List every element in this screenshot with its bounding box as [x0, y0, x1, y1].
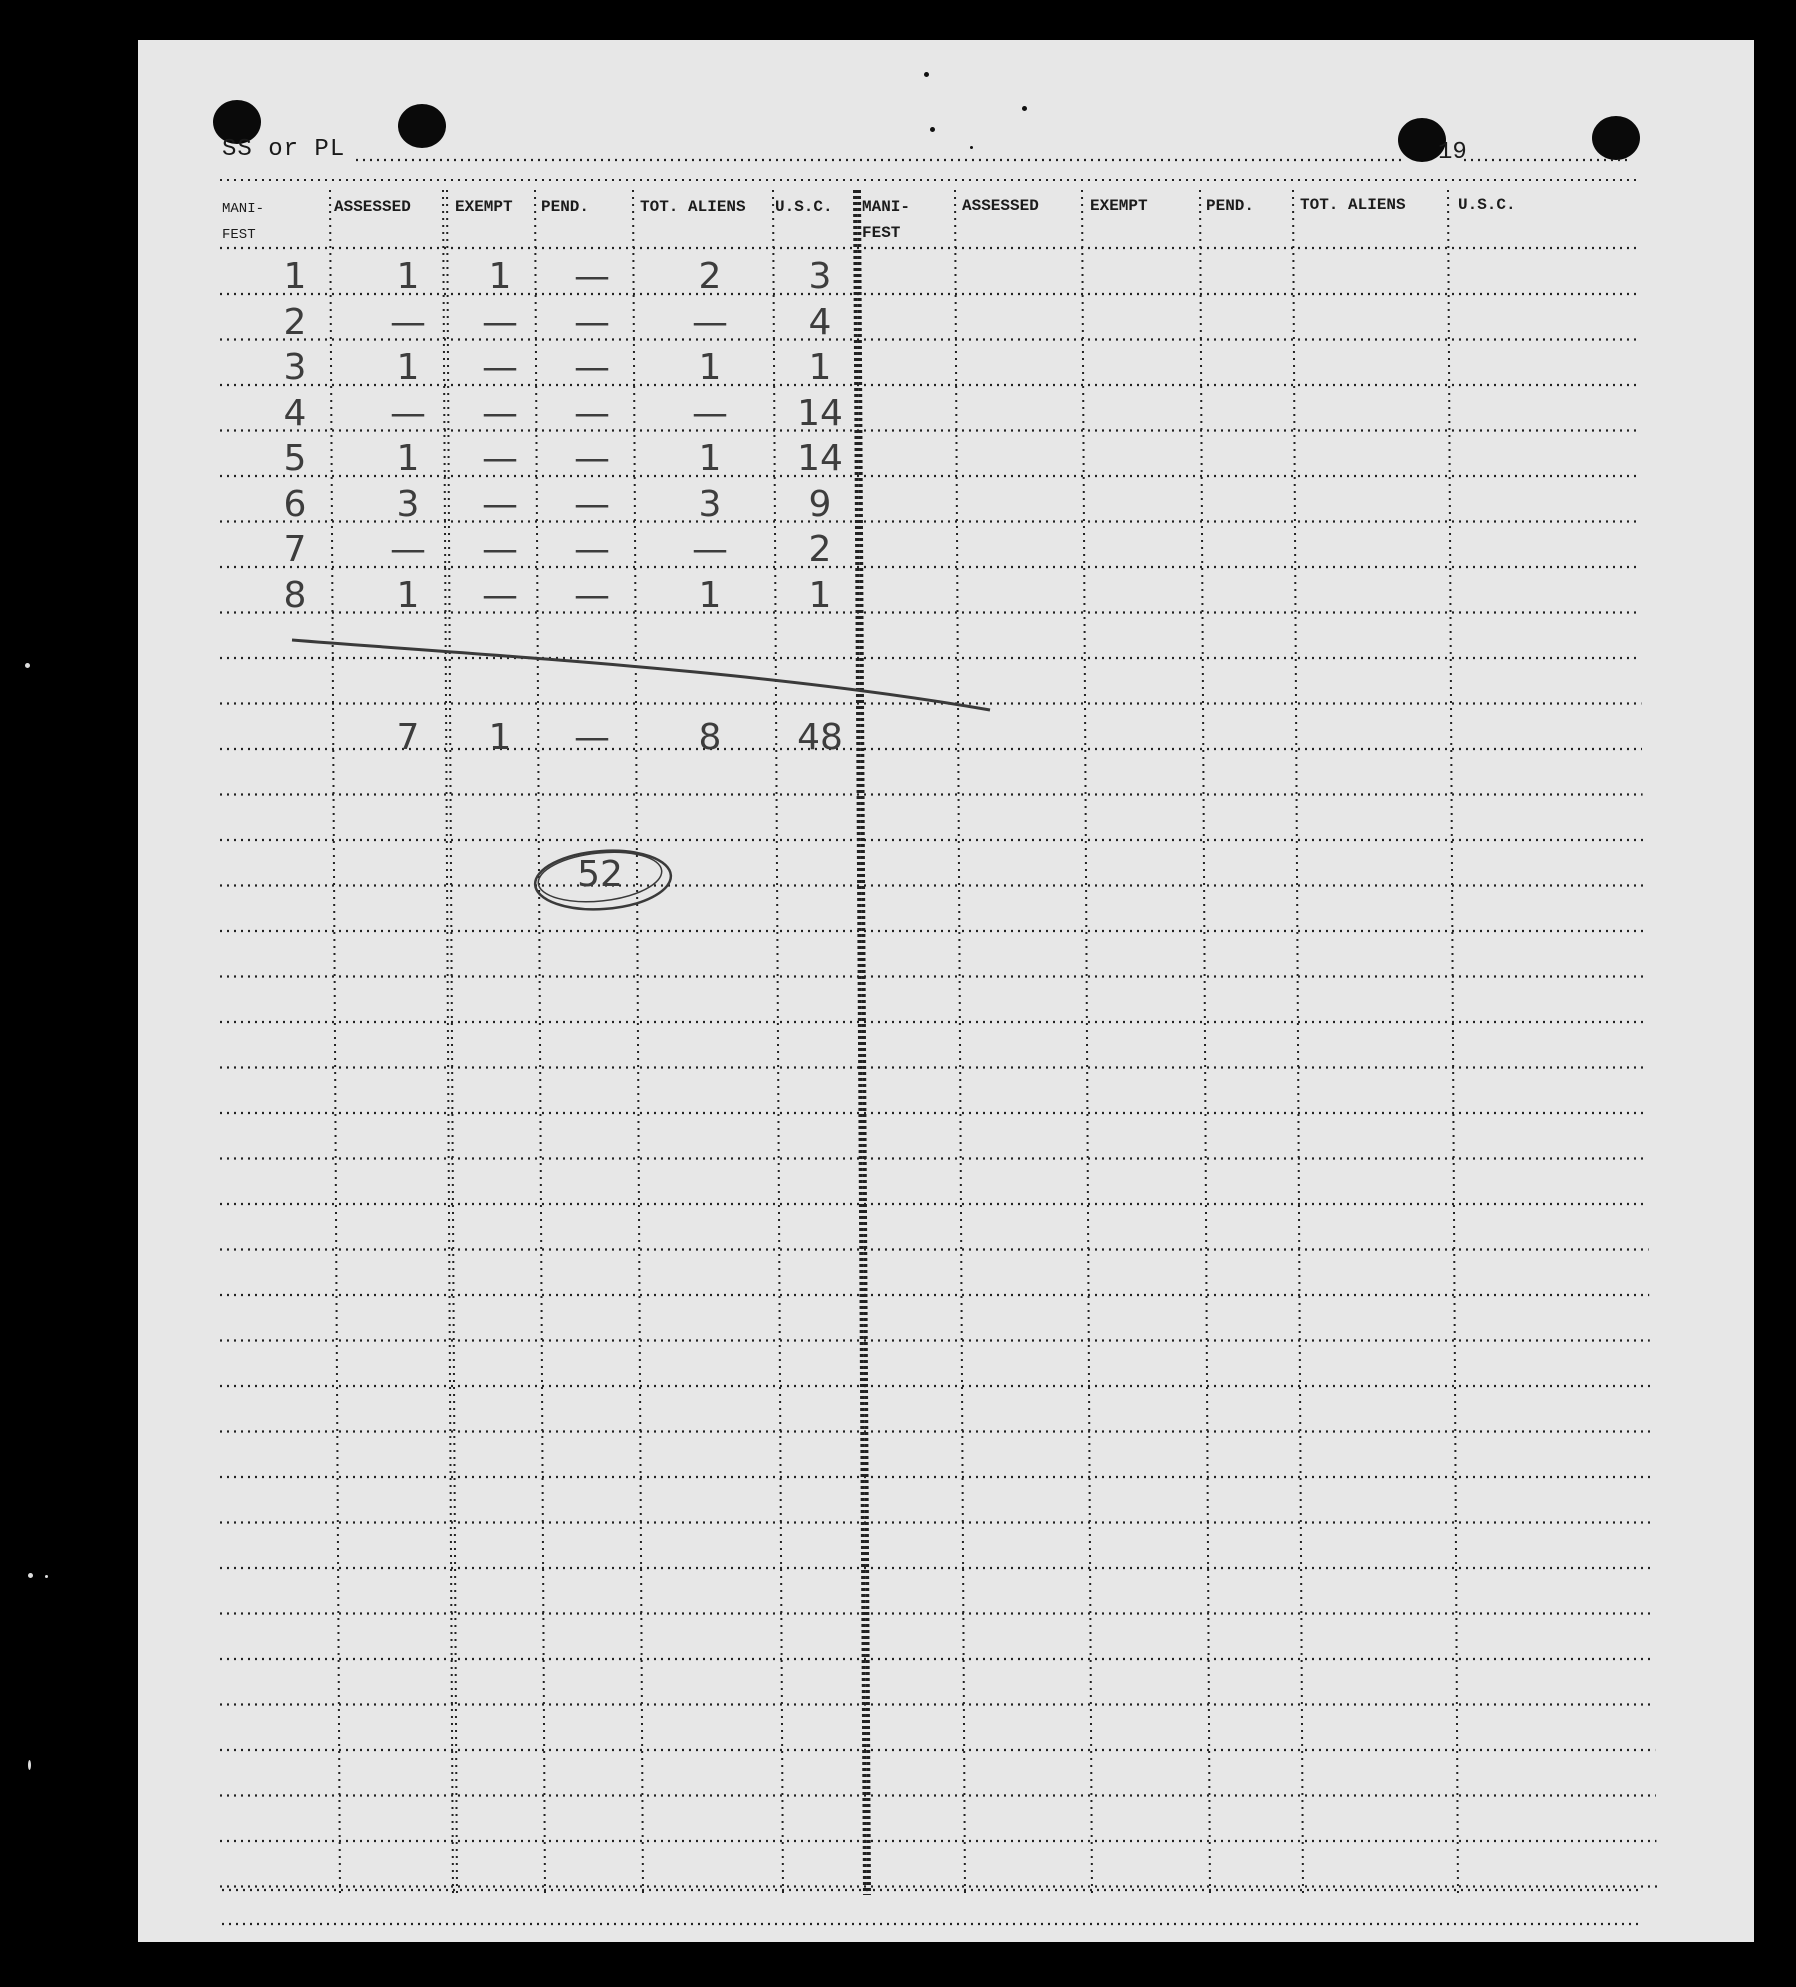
- cell-usc: 1: [808, 347, 832, 388]
- cell-manifest: 6: [283, 483, 307, 525]
- cell-assessed: 3: [396, 483, 420, 525]
- cell-exempt: 1: [488, 256, 512, 297]
- cell-manifest: 2: [283, 301, 307, 343]
- cell-pend: —: [574, 347, 610, 388]
- cell-tot-aliens: —: [692, 301, 728, 343]
- cell-tot-aliens: 1: [698, 574, 722, 616]
- total-pend: —: [574, 717, 610, 758]
- column-header: PEND.: [1206, 197, 1255, 215]
- total-tot-aliens: 8: [698, 717, 722, 758]
- cell-assessed: 1: [396, 574, 420, 616]
- cell-usc: 1: [808, 574, 832, 616]
- column-header: TOT. ALIENS: [640, 198, 746, 216]
- year-suffix: 19: [1438, 139, 1467, 166]
- title-label: SS or PL: [222, 136, 346, 163]
- column-header: ASSESSED: [962, 197, 1039, 215]
- grand-total: 52: [577, 854, 623, 895]
- cell-exempt: —: [482, 438, 518, 479]
- cell-usc: 14: [797, 438, 843, 479]
- cell-manifest: 4: [283, 392, 307, 434]
- cell-usc: 14: [797, 392, 843, 434]
- column-header: ASSESSED: [334, 198, 411, 216]
- cell-pend: —: [574, 392, 610, 434]
- cell-manifest: 1: [283, 256, 307, 297]
- total-exempt: 1: [488, 717, 512, 758]
- cell-tot-aliens: —: [692, 529, 728, 570]
- column-header: PEND.: [541, 198, 590, 216]
- column-header: EXEMPT: [455, 198, 513, 216]
- column-header: MANI- FEST: [862, 198, 911, 242]
- cell-tot-aliens: 3: [698, 483, 722, 525]
- cell-tot-aliens: 2: [698, 256, 722, 297]
- column-header: U.S.C.: [775, 198, 833, 216]
- cell-exempt: —: [482, 392, 518, 434]
- column-header: U.S.C.: [1458, 196, 1516, 214]
- cell-usc: 9: [808, 483, 832, 525]
- cell-pend: —: [574, 301, 610, 343]
- cell-pend: —: [574, 438, 610, 479]
- cell-assessed: 1: [396, 438, 420, 479]
- cell-pend: —: [574, 529, 610, 570]
- cell-manifest: 7: [283, 529, 307, 570]
- cell-assessed: —: [390, 392, 426, 434]
- cell-exempt: —: [482, 483, 518, 525]
- cell-tot-aliens: 1: [698, 347, 722, 388]
- column-header: MANI- FEST: [222, 201, 265, 243]
- cell-manifest: 3: [283, 347, 307, 388]
- cell-assessed: 1: [396, 256, 420, 297]
- cell-assessed: 1: [396, 347, 420, 388]
- cell-tot-aliens: —: [692, 392, 728, 434]
- cell-manifest: 5: [283, 438, 307, 479]
- column-header: TOT. ALIENS: [1300, 196, 1406, 214]
- cell-tot-aliens: 1: [698, 438, 722, 479]
- cell-exempt: —: [482, 574, 518, 616]
- cell-pend: —: [574, 574, 610, 616]
- cell-pend: —: [574, 256, 610, 297]
- cell-usc: 3: [808, 256, 832, 297]
- total-assessed: 7: [396, 717, 420, 758]
- cell-usc: 2: [808, 529, 832, 570]
- cell-exempt: —: [482, 529, 518, 570]
- cell-assessed: —: [390, 529, 426, 570]
- cell-assessed: —: [390, 301, 426, 343]
- cell-exempt: —: [482, 347, 518, 388]
- cell-pend: —: [574, 483, 610, 525]
- cell-usc: 4: [808, 301, 832, 343]
- column-header: EXEMPT: [1090, 197, 1148, 215]
- total-usc: 48: [797, 717, 843, 758]
- cell-exempt: —: [482, 301, 518, 343]
- cell-manifest: 8: [283, 574, 307, 616]
